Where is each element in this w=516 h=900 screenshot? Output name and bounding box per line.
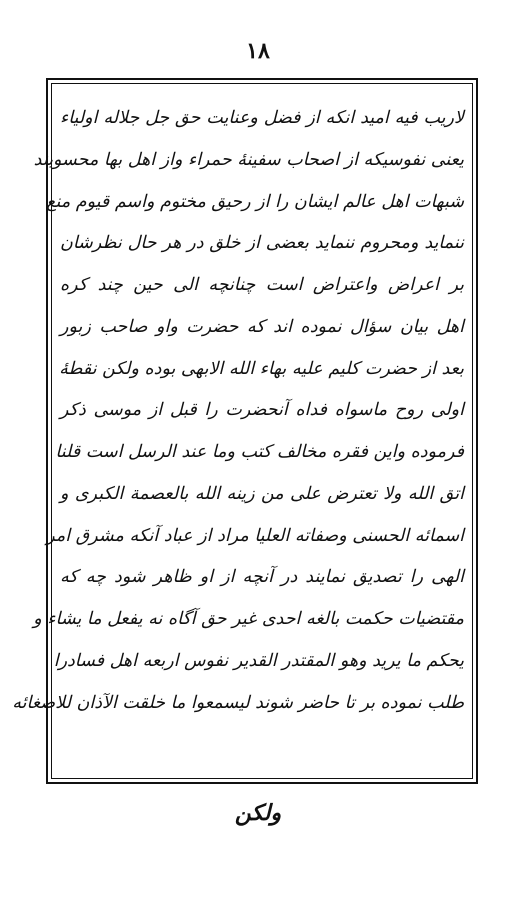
text-line: الهی را تصدیق نمایند در آنچه از او ظاهر شود چه که bbox=[60, 567, 464, 588]
text-line: طلب نموده بر تا حاضر شوند لیسمعوا ما خلقت الآذان للاصغائه bbox=[12, 692, 464, 713]
text-line: بر اعراض واعتراض است چنانچه الی حین چند کره bbox=[60, 275, 464, 295]
text-line: فرموده واین فقره مخالف کتب وما عند الرسل است قلنا bbox=[55, 442, 464, 462]
catchword: ولکن bbox=[234, 800, 282, 826]
text-line: مقتضیات حکمت بالغه احدی غیر حق آگاه نه یفعل ما یشاء و bbox=[33, 609, 464, 629]
text-line: یحکم ما یرید وهو المقتدر القدیر نفوس اربعه اهل فسادرا bbox=[53, 650, 464, 671]
text-line: لاریب فیه امید انکه از فضل وعنایت حق جل جلاله اولیاء bbox=[60, 108, 464, 128]
text-line: اسمائه الحسنی وصفاته العلیا مراد از عباد آنکه مشرق امر bbox=[46, 525, 464, 546]
text-line: اولی روح ماسواه فداه آنحضرت را قبل از موسی ذکر bbox=[60, 400, 464, 421]
text-line: یعنی نفوسیکه از اصحاب سفینهٔ حمراء واز اهل بها محسوبند bbox=[33, 149, 464, 170]
text-line: اتق الله ولا تعترض علی من زینه الله بالعصمة الکبری و bbox=[60, 483, 464, 504]
text-line: بعد از حضرت کلیم علیه بهاء الله الابهی بوده ولکن نقطهٔ bbox=[59, 358, 464, 379]
text-line: ننماید ومحروم ننماید بعضی از خلق در هر حال نظرشان bbox=[60, 233, 464, 254]
manuscript-text-block bbox=[12, 98, 464, 766]
text-line: شبهات اهل عالم ایشان را از رحیق مختوم واسم قیوم منع bbox=[46, 191, 464, 212]
page-number: ١٨ bbox=[246, 38, 270, 64]
text-line: اهل بیان سؤال نموده اند که حضرت واو صاحب زبور bbox=[60, 316, 464, 337]
